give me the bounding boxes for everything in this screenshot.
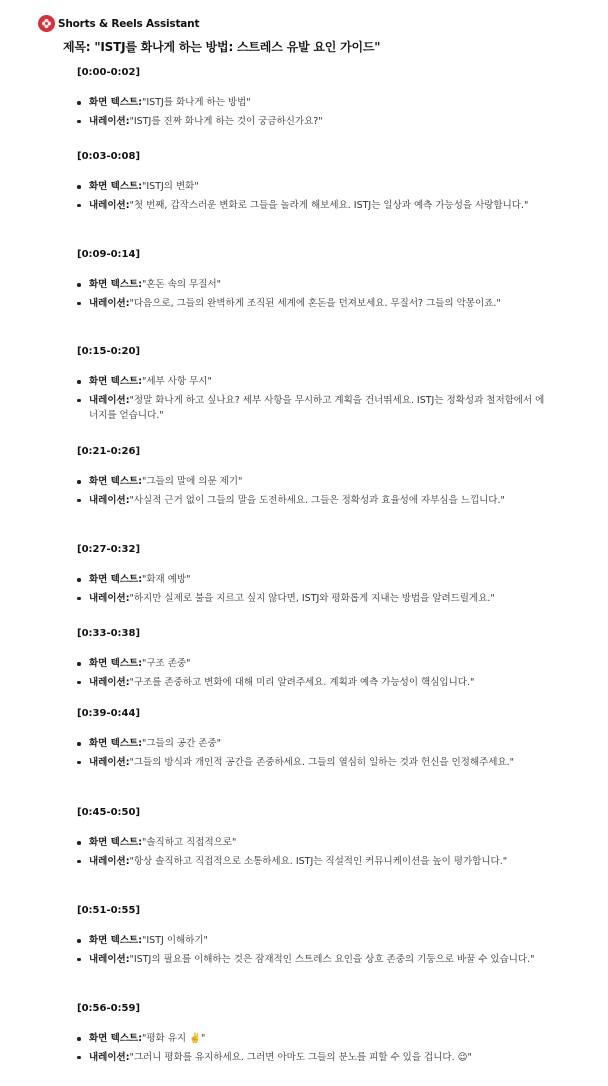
narration-line-label: 내레이션: bbox=[89, 297, 130, 309]
segment-timecode: [0:39-0:44] bbox=[77, 708, 141, 719]
screen-text-line-text: "그들의 공간 존중" bbox=[142, 738, 222, 749]
screen-text-line-label: 화면 텍스트: bbox=[89, 837, 142, 848]
narration-line bbox=[77, 591, 550, 607]
screen-text-line-text: "구조 존중" bbox=[142, 658, 191, 669]
segment-timecode: [0:51-0:55] bbox=[77, 905, 141, 916]
screen-text-line-text: "ISTJ를 화나게 하는 방법" bbox=[142, 97, 251, 108]
screen-text-line bbox=[77, 736, 550, 752]
narration-line-label: 내레이션: bbox=[89, 1051, 130, 1063]
narration-line-text: "그러니 평화를 유지하세요. 그러면 아마도 그들의 분노를 피할 수 있을 겁니다. 😉" bbox=[129, 1051, 472, 1063]
script-segment bbox=[77, 150, 550, 213]
script-segment bbox=[77, 904, 550, 967]
segment-timecode: [0:09-0:14] bbox=[77, 249, 141, 260]
assistant-avatar[interactable] bbox=[38, 15, 55, 32]
script-segment bbox=[77, 806, 550, 869]
screen-text-line-text: "혼돈 속의 무질서" bbox=[142, 279, 222, 290]
screen-text-line bbox=[77, 374, 550, 390]
narration-line bbox=[77, 755, 550, 771]
narration-line-text: "다음으로, 그들의 완벽하게 조직된 세계에 혼돈을 던져보세요. 무질서? 그들의 악몽이죠." bbox=[129, 297, 501, 309]
screen-text-line-text: "ISTJ의 변화" bbox=[142, 181, 199, 192]
narration-line-label: 내레이션: bbox=[89, 199, 130, 211]
screen-text-line-text: "ISTJ 이해하기" bbox=[142, 935, 208, 946]
screen-text-line-text: "평화 유지 ✌️" bbox=[142, 1033, 206, 1044]
narration-line-label: 내레이션: bbox=[89, 394, 130, 406]
screen-text-line bbox=[77, 95, 550, 111]
screen-text-line-label: 화면 텍스트: bbox=[89, 935, 142, 946]
narration-line bbox=[77, 493, 550, 509]
screen-text-line bbox=[77, 474, 550, 490]
narration-line bbox=[77, 114, 550, 130]
screen-text-line bbox=[77, 656, 550, 672]
narration-line-text: "첫 번째, 갑작스러운 변화로 그들을 놀라게 해보세요. ISTJ는 일상과 예측 가능성을 사랑합니다." bbox=[129, 199, 529, 211]
narration-line-text: "ISTJ의 필요를 이해하는 것은 잠재적인 스트레스 요인을 상호 존중의 기둥으로 바꿀 수 있습니다." bbox=[129, 953, 535, 965]
script-segment bbox=[77, 1002, 550, 1065]
narration-line-text: "하지만 실제로 불을 지르고 싶지 않다면, ISTJ와 평화롭게 지내는 방법을 알려드릴게요." bbox=[129, 592, 495, 604]
screen-text-line-text: "솔직하고 직접적으로" bbox=[142, 837, 237, 848]
screen-text-line bbox=[77, 933, 550, 949]
narration-line bbox=[77, 296, 550, 312]
script-title: 제목: "ISTJ를 화나게 하는 방법: 스트레스 유발 요인 가이드" bbox=[63, 40, 381, 54]
assistant-header bbox=[58, 18, 199, 30]
script-segment bbox=[77, 543, 550, 606]
segment-timecode: [0:45-0:50] bbox=[77, 807, 141, 818]
screen-text-line-label: 화면 텍스트: bbox=[89, 181, 142, 192]
screen-text-line-label: 화면 텍스트: bbox=[89, 738, 142, 749]
screen-text-line-label: 화면 텍스트: bbox=[89, 1033, 142, 1044]
narration-line-text: "정말 화나게 하고 싶나요? 세부 사항을 무시하고 계획을 건너뛰세요. ISTJ는 정확성과 철저함에서 에너지를 얻습니다." bbox=[89, 394, 545, 421]
narration-line-label: 내레이션: bbox=[89, 756, 130, 768]
script-segment bbox=[77, 345, 550, 424]
screen-text-line bbox=[77, 572, 550, 588]
segment-timecode: [0:27-0:32] bbox=[77, 544, 141, 555]
segment-timecode: [0:21-0:26] bbox=[77, 446, 141, 457]
screen-text-line-label: 화면 텍스트: bbox=[89, 97, 142, 108]
narration-line-label: 내레이션: bbox=[89, 115, 130, 127]
screen-text-line bbox=[77, 277, 550, 293]
script-segment bbox=[77, 445, 550, 508]
narration-line bbox=[77, 1050, 550, 1066]
narration-line bbox=[77, 675, 550, 691]
screen-text-line-text: "화재 예방" bbox=[142, 574, 191, 585]
script-segment bbox=[77, 248, 550, 311]
segment-timecode: [0:56-0:59] bbox=[77, 1003, 141, 1014]
narration-line-label: 내레이션: bbox=[89, 953, 130, 965]
narration-line-text: "항상 솔직하고 직접적으로 소통하세요. ISTJ는 직설적인 커뮤니케이션을 높이 평가합니다." bbox=[129, 855, 508, 867]
script-segment bbox=[77, 66, 550, 129]
narration-line bbox=[77, 854, 550, 870]
narration-line-label: 내레이션: bbox=[89, 676, 130, 688]
screen-text-line bbox=[77, 1031, 550, 1047]
segment-timecode: [0:15-0:20] bbox=[77, 346, 141, 357]
screen-text-line bbox=[77, 179, 550, 195]
screen-text-line-label: 화면 텍스트: bbox=[89, 279, 142, 290]
segment-timecode: [0:00-0:02] bbox=[77, 67, 141, 78]
script-segment bbox=[77, 627, 550, 690]
narration-line-text: "구조를 존중하고 변화에 대해 미리 알려주세요. 계획과 예측 가능성이 핵심입니다." bbox=[129, 676, 475, 688]
narration-line bbox=[77, 393, 550, 424]
screen-text-line-text: "그들의 말에 의문 제기" bbox=[142, 476, 243, 487]
narration-line-text: "ISTJ를 진짜 화나게 하는 것이 궁금하신가요?" bbox=[129, 115, 323, 127]
screen-text-line bbox=[77, 835, 550, 851]
narration-line bbox=[77, 952, 550, 968]
flower-icon bbox=[41, 18, 52, 29]
screen-text-line-label: 화면 텍스트: bbox=[89, 376, 142, 387]
narration-line-label: 내레이션: bbox=[89, 592, 130, 604]
screen-text-line-label: 화면 텍스트: bbox=[89, 658, 142, 669]
script-segment bbox=[77, 707, 550, 770]
narration-line-label: 내레이션: bbox=[89, 855, 130, 867]
screen-text-line-label: 화면 텍스트: bbox=[89, 476, 142, 487]
screen-text-line-text: "세부 사항 무시" bbox=[142, 376, 212, 387]
narration-line-text: "사실적 근거 없이 그들의 말을 도전하세요. 그들은 정확성과 효율성에 자부심을 느낍니다." bbox=[129, 494, 505, 506]
segment-timecode: [0:33-0:38] bbox=[77, 628, 141, 639]
screen-text-line-label: 화면 텍스트: bbox=[89, 574, 142, 585]
narration-line-label: 내레이션: bbox=[89, 494, 130, 506]
assistant-name: Shorts & Reels Assistant bbox=[58, 18, 200, 30]
narration-line-text: "그들의 방식과 개인적 공간을 존중하세요. 그들의 열심히 일하는 것과 헌신을 인정해주세요." bbox=[129, 756, 515, 768]
narration-line bbox=[77, 198, 550, 214]
segment-timecode: [0:03-0:08] bbox=[77, 151, 141, 162]
